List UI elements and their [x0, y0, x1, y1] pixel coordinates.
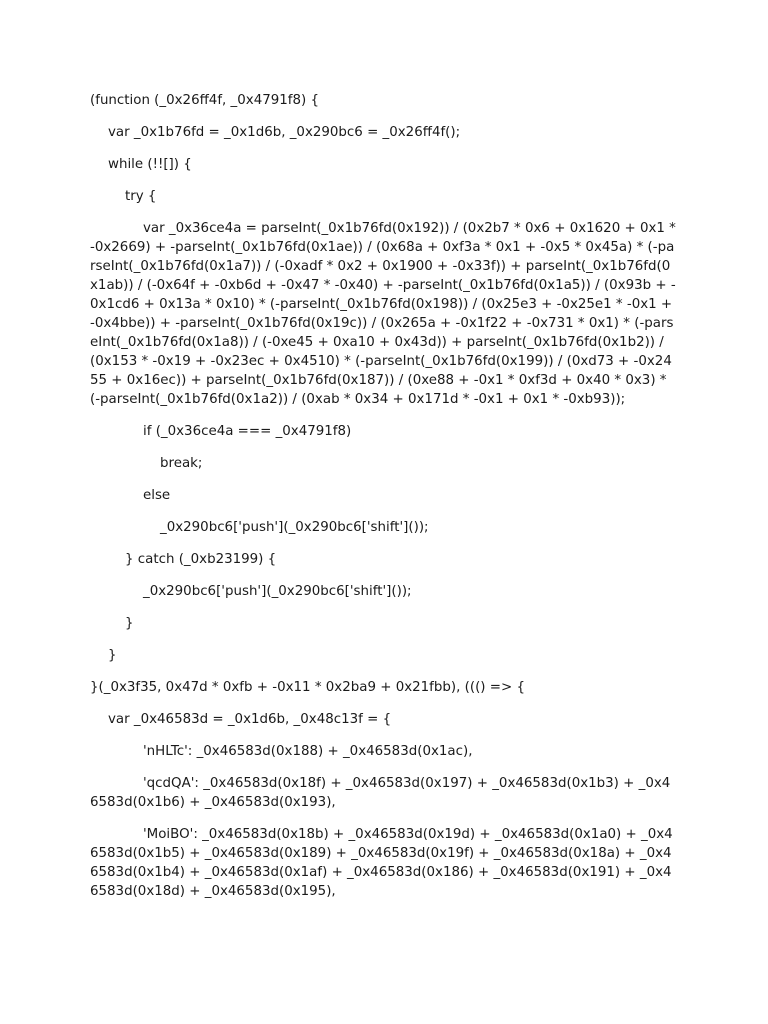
code-line: }	[108, 648, 117, 663]
code-line: }(_0x3f35, 0x47d * 0xfb + -0x11 * 0x2ba9 + 0x21fbb), ((() => {	[90, 680, 525, 695]
code-line-text: 'qcdQA': _0x46583d(0x18f) + _0x46583d(0x197) + _0x46583d(0x1b3) + _0x46583d(0x1b6) + _0x46583d(0x193),	[90, 776, 671, 810]
code-line-text: 'nHLTc': _0x46583d(0x188) + _0x46583d(0x1ac),	[143, 744, 473, 759]
code-line-wrapped	[90, 219, 681, 409]
code-line: var _0x1b76fd = _0x1d6b, _0x290bc6 = _0x26ff4f();	[108, 125, 461, 140]
code-line-text: 'MoiBO': _0x46583d(0x18b) + _0x46583d(0x19d) + _0x46583d(0x1a0) + _0x46583d(0x1b5) + _0x46583d(0x189) + _0x46583d(0x19f) + _0x46583d(0x18a) + _0x46583d(0x1b4) + _0x46583d(0x1af) + _0x46583d(0x186) + _0x46583d(0x191) + _0x46583d(0x18d) + _0x46583d(0x195),	[90, 827, 673, 899]
code-line: try {	[125, 189, 157, 204]
code-document	[90, 91, 681, 914]
code-line: if (_0x36ce4a === _0x4791f8)	[143, 424, 352, 439]
code-line-wrapped	[90, 774, 678, 812]
code-line: while (!![]) {	[108, 157, 192, 172]
code-line: _0x290bc6['push'](_0x290bc6['shift']());	[143, 584, 412, 599]
code-line-wrapped	[90, 825, 678, 901]
code-line-text: var _0x36ce4a = parseInt(_0x1b76fd(0x192)) / (0x2b7 * 0x6 + 0x1620 + 0x1 * -0x2669) + -parseInt(_0x1b76fd(0x1ae)) / (0x68a + 0xf3a * 0x1 + -0x5 * 0x45a) * (-parseInt(_0x1b76fd(0x1a7)) / (-0xadf * 0x2 + 0x1900 + -0x33f)) + parseInt(_0x1b76fd(0x1ab)) / (-0x64f + -0xb6d + -0x47 * -0x40) + -parseInt(_0x1b76fd(0x1a5)) / (0x93b + -0x1cd6 + 0x13a * 0x10) * (-parseInt(_0x1b76fd(0x198)) / (0x25e3 + -0x25e1 * -0x1 + -0x4bbe)) + -parseInt(_0x1b76fd(0x19c)) / (0x265a + -0x1f22 + -0x731 * 0x1) * (-parseInt(_0x1b76fd(0x1a8)) / (-0xe45 + 0xa10 + 0x43d)) + parseInt(_0x1b76fd(0x1b2)) / (0x153 * -0x19 + -0x23ec + 0x4510) * (-parseInt(_0x1b76fd(0x199)) / (0xd73 + -0x2455 + 0x16ec)) + parseInt(_0x1b76fd(0x187)) / (0xe88 + -0x1 * 0xf3d + 0x40 * 0x3) * (-parseInt(_0x1b76fd(0x1a2)) / (0xab * 0x34 + 0x171d * -0x1 + 0x1 * -0xb93));	[90, 221, 681, 407]
code-line: break;	[160, 456, 203, 471]
code-line: var _0x46583d = _0x1d6b, _0x48c13f = {	[108, 712, 392, 727]
code-line: } catch (_0xb23199) {	[125, 552, 277, 567]
code-line: (function (_0x26ff4f, _0x4791f8) {	[90, 93, 320, 108]
code-line: else	[143, 488, 171, 503]
code-line: _0x290bc6['push'](_0x290bc6['shift']());	[160, 520, 429, 535]
code-line-wrapped	[90, 742, 678, 761]
code-line: }	[125, 616, 134, 631]
